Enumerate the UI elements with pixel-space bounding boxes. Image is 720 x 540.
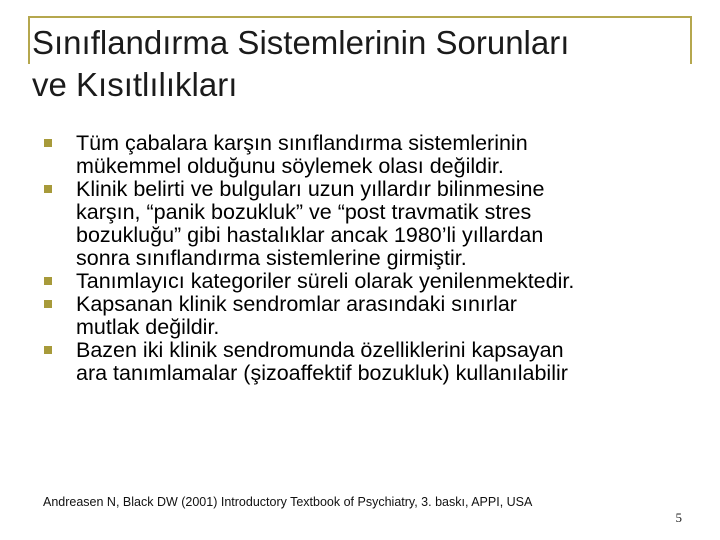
- title-frame-right-rule: [690, 16, 692, 64]
- page-number: 5: [675, 510, 682, 525]
- title-frame-top-rule: [28, 16, 692, 18]
- reference-citation: Andreasen N, Black DW (2001) Introductory Textbook of Psychiatry, 3. baskı, APPI, USA: [43, 495, 533, 509]
- bullet-line: karşın, “panik bozukluk” ve “post travmatik stres: [76, 200, 532, 224]
- bullet-item: [44, 293, 694, 339]
- title-frame-left-rule: [28, 16, 30, 64]
- slide-title: [32, 22, 682, 106]
- bullet-line: Tüm çabalara karşın sınıflandırma sistemlerinin: [76, 131, 528, 155]
- bullet-line: mutlak değildir.: [76, 315, 220, 339]
- slide-title-line: ve Kısıtlılıkları: [32, 66, 238, 103]
- bullet-line: Tanımlayıcı kategoriler süreli olarak yenilenmektedir.: [76, 269, 575, 293]
- bullet-item: [44, 178, 694, 270]
- square-bullet-icon: [44, 185, 52, 193]
- bullet-line: ara tanımlamalar (şizoaffektif bozukluk) kullanılabilir: [76, 361, 568, 385]
- bullet-line: Klinik belirti ve bulguları uzun yıllardır bilinmesine: [76, 177, 545, 201]
- bullet-line: bozukluğu” gibi hastalıklar ancak 1980’li yıllardan: [76, 223, 544, 247]
- square-bullet-icon: [44, 277, 52, 285]
- bullet-line: Bazen iki klinik sendromunda özelliklerini kapsayan: [76, 338, 564, 362]
- bullet-line: sonra sınıflandırma sistemlerine girmiştir.: [76, 246, 467, 270]
- bullet-list: [44, 132, 694, 385]
- bullet-item: [44, 339, 694, 385]
- square-bullet-icon: [44, 346, 52, 354]
- bullet-line: mükemmel olduğunu söylemek olası değildir.: [76, 154, 504, 178]
- slide-title-line: Sınıflandırma Sistemlerinin Sorunları: [32, 24, 570, 61]
- bullet-item: [44, 270, 694, 293]
- bullet-line: Kapsanan klinik sendromlar arasındaki sınırlar: [76, 292, 517, 316]
- bullet-item: [44, 132, 694, 178]
- square-bullet-icon: [44, 139, 52, 147]
- square-bullet-icon: [44, 300, 52, 308]
